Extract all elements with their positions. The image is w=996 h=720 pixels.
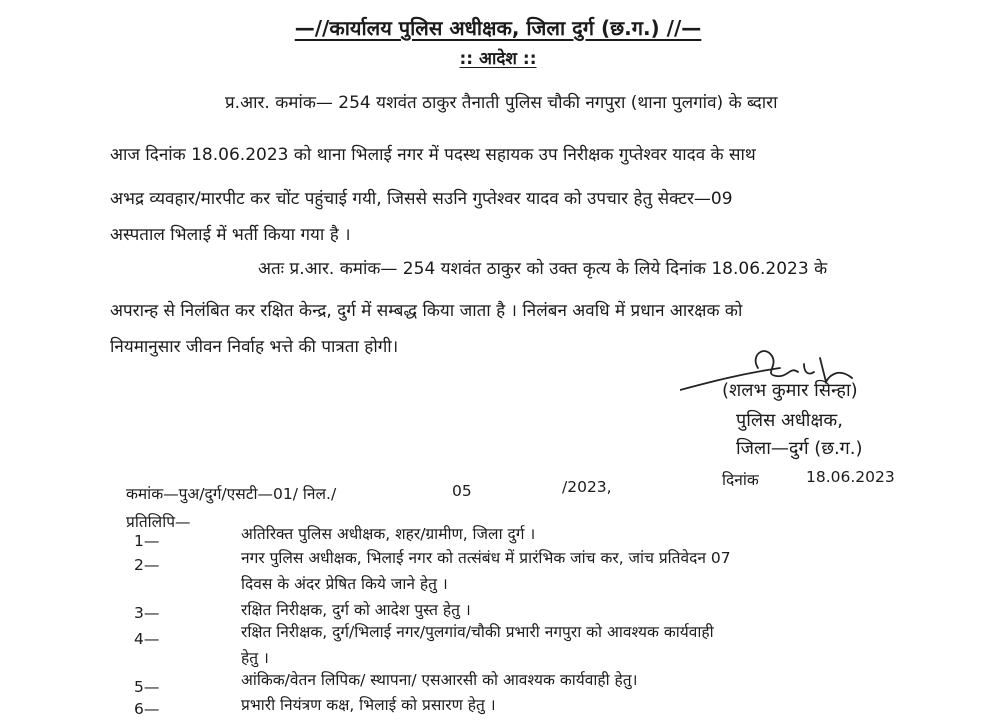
date-value: 18.06.2023 xyxy=(806,468,895,486)
signatory-name: (शलभ कुमार सिन्हा) xyxy=(722,380,858,401)
copy-item-number: 4— xyxy=(134,630,160,648)
date-label: दिनांक xyxy=(722,471,759,489)
copy-item-text: रक्षित निरीक्षक, दुर्ग/भिलाई नगर/पुलगांव/चौकी प्रभारी नगपुरा को आवश्यक कार्यवाही xyxy=(241,623,714,641)
copy-item-number: 1— xyxy=(134,532,160,550)
copy-item-text: अतिरिक्त पुलिस अधीक्षक, शहर/ग्रामीण, जिला दुर्ग । xyxy=(241,525,536,543)
reference-num-value: 05 xyxy=(452,482,472,500)
copy-item-text: नगर पुलिस अधीक्षक, भिलाई नगर को तत्संबंध में प्रारंभिक जांच कर, जांच प्रतिवेदन 07 xyxy=(241,549,731,567)
para2-line: नियमानुसार जीवन निर्वाह भत्ते की पात्रता होगी। xyxy=(110,337,399,357)
reference-year: /2023, xyxy=(562,478,612,496)
signatory-district: जिला—दुर्ग (छ.ग.) xyxy=(736,438,863,459)
copy-item-text: प्रभारी नियंत्रण कक्ष, भिलाई को प्रसारण हेतु । xyxy=(241,696,496,714)
copy-item-text: दिवस के अंदर प्रेषित किये जाने हेतु । xyxy=(241,575,448,593)
para1-line: अस्पताल भिलाई में भर्ती किया गया है । xyxy=(110,225,351,245)
copy-label: प्रतिलिपि— xyxy=(126,513,191,531)
para1-line: अभद्र व्यवहार/मारपीट कर चोंट पहुंचाई गयी, जिससे सउनि गुप्तेश्वर यादव को उपचार हेतु सेक्टर—09 xyxy=(110,189,733,209)
copy-item-number: 5— xyxy=(134,678,160,696)
para2-line: अतः प्र.आर. कमांक— 254 यशवंत ठाकुर को उक्त कृत्य के लिये दिनांक 18.06.2023 के xyxy=(258,259,828,279)
copy-item-text: रक्षित निरीक्षक, दुर्ग को आदेश पुस्त हेतु । xyxy=(241,601,471,619)
copy-item-text: हेतु । xyxy=(241,649,269,667)
reference-number: कमांक—पुअ/दुर्ग/एसटी—01/ निल./ xyxy=(126,485,337,503)
order-heading: :: आदेश :: xyxy=(459,49,537,69)
para2-line: अपरान्ह से निलंबित कर रक्षित केन्द्र, दुर्ग में सम्बद्ध किया जाता है । निलंबन अवधि में प्रधान आरक्षक को xyxy=(110,301,743,321)
copy-item-number: 6— xyxy=(134,700,160,718)
para1-line: प्र.आर. कमांक— 254 यशवंत ठाकुर तैनाती पुलिस चौकी नगपुरा (थाना पुलगांव) के ब्दारा xyxy=(225,93,778,113)
copy-item-number: 2— xyxy=(134,556,160,574)
copy-item-text: आंकिक/वेतन लिपिक/ स्थापना/ एसआरसी को आवश्यक कार्यवाही हेतु। xyxy=(241,671,638,689)
document-title: —//कार्यालय पुलिस अधीक्षक, जिला दुर्ग (छ.ग.) //— xyxy=(294,16,702,40)
signatory-designation: पुलिस अधीक्षक, xyxy=(736,410,843,431)
copy-item-number: 3— xyxy=(134,604,160,622)
para1-line: आज दिनांक 18.06.2023 को थाना भिलाई नगर में पदस्थ सहायक उप निरीक्षक गुप्तेश्वर यादव के साथ xyxy=(110,145,756,165)
